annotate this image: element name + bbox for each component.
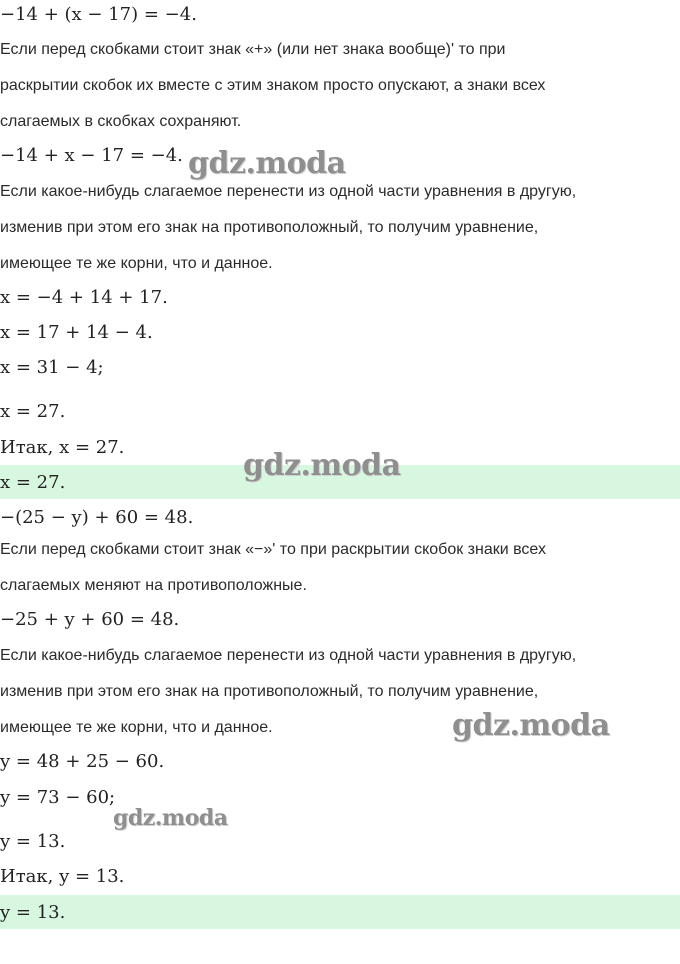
text-line: Если перед скобками стоит знак «−»' то при раскрытии скобок знаки всех	[0, 541, 546, 558]
answer-highlight-y	[0, 895, 680, 929]
equation-line: y = 48 + 25 − 60.	[0, 751, 165, 772]
equation-line: −25 + y + 60 = 48.	[0, 609, 180, 630]
text-line: изменив при этом его знак на противоположный, то получим уравнение,	[0, 683, 539, 700]
conclusion-line: Итак, x = 27.	[0, 437, 125, 458]
equation-line: −(25 − y) + 60 = 48.	[0, 507, 194, 528]
text-line: слагаемых в скобках сохраняют.	[0, 113, 242, 130]
conclusion-line: Итак, y = 13.	[0, 866, 125, 887]
equation-line: −14 + (x − 17) = −4.	[0, 4, 197, 25]
watermark-logo: gdz.moda	[243, 448, 401, 483]
text-line: раскрытии скобок их вместе с этим знаком просто опускают, а знаки всех	[0, 77, 546, 94]
text-line: изменив при этом его знак на противоположный, то получим уравнение,	[0, 219, 539, 236]
equation-line: y = 73 − 60;	[0, 787, 116, 808]
watermark-logo: gdz.moda	[113, 805, 228, 831]
equation-line: −14 + x − 17 = −4.	[0, 145, 183, 166]
text-line: Если какое-нибудь слагаемое перенести из одной части уравнения в другую,	[0, 183, 577, 200]
answer-x: x = 27.	[0, 472, 66, 493]
watermark-logo: gdz.moda	[188, 146, 346, 181]
equation-line: y = 13.	[0, 831, 66, 852]
text-line: слагаемых меняют на противоположные.	[0, 577, 307, 594]
equation-line: x = 31 − 4;	[0, 357, 104, 378]
equation-line: x = −4 + 14 + 17.	[0, 287, 168, 308]
text-line: Если перед скобками стоит знак «+» (или нет знака вообще)' то при	[0, 41, 506, 58]
text-line: имеющее те же корни, что и данное.	[0, 719, 273, 736]
answer-y: y = 13.	[0, 902, 66, 923]
equation-line: x = 27.	[0, 401, 66, 422]
text-line: имеющее те же корни, что и данное.	[0, 255, 273, 272]
text-line: Если какое-нибудь слагаемое перенести из одной части уравнения в другую,	[0, 647, 577, 664]
watermark-logo: gdz.moda	[452, 708, 610, 743]
equation-line: x = 17 + 14 − 4.	[0, 322, 153, 343]
